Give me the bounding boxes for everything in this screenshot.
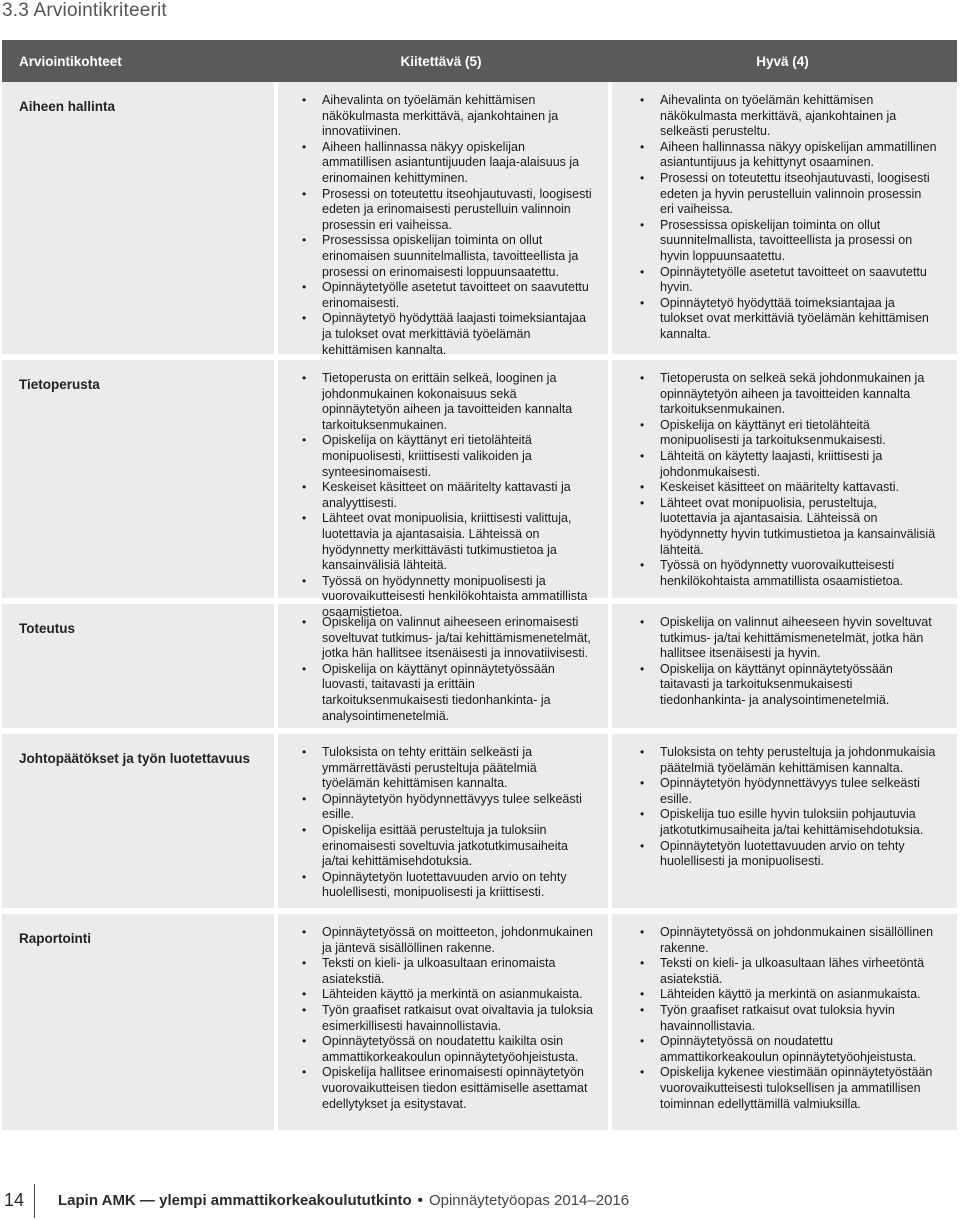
- good-cell: [608, 82, 957, 354]
- list-item: • Opinnäytetyö hyödyttää toimeksiantajaa ja tulokset ovat merkittäviä työelämän kehittämisen kannalta.: [638, 296, 937, 343]
- list-item: • Opinnäytetyö hyödyttää laajasti toimeksiantajaa ja tulokset ovat merkittäviä työelämän kehittämisen kannalta.: [300, 311, 594, 358]
- criterion-label: Johtopäätökset ja työn luotettavuus: [19, 751, 251, 766]
- good-cell: [608, 360, 957, 598]
- list-item: • Opiskelija tuo esille hyvin tuloksiin pohjautuvia jatkotutkimusaiheita ja/tai kehittämisehdotuksia.: [638, 807, 937, 838]
- footer-divider: [34, 1184, 35, 1218]
- footer-guide-title: Opinnäytetyöopas 2014–2016: [428, 1192, 630, 1209]
- header-good: Hyvä (4): [756, 53, 809, 69]
- list-item: • Lähteiden käyttö ja merkintä on asianmukaista.: [300, 987, 594, 1003]
- list-item: • Opinnäytetyössä on moitteeton, johdonmukainen ja jäntevä sisällöllinen rakenne.: [300, 925, 594, 956]
- excellent-cell: [274, 914, 608, 1130]
- list-item: • Opinnäytetyön luotettavuuden arvio on tehty huolellisesti, monipuolisesti ja kriittisesti.: [300, 870, 594, 901]
- list-item: • Keskeiset käsitteet on määritelty kattavasti ja analyyttisesti.: [300, 480, 594, 511]
- list-item: • Tuloksista on tehty perusteltuja ja johdonmukaisia päätelmiä työelämän kehittämisen kannalta.: [638, 745, 937, 776]
- list-item: • Opiskelija on käyttänyt eri tietolähteitä monipuolisesti, kriittisesti valikoiden ja synteesinomaisesti.: [300, 433, 594, 480]
- header-criterion: Arviointikohteet: [19, 53, 122, 69]
- list-item: • Opinnäytetyölle asetetut tavoitteet on saavutettu hyvin.: [638, 265, 937, 296]
- list-item: • Opinnäytetyössä on johdonmukainen sisällöllinen rakenne.: [638, 925, 937, 956]
- list-item: • Tietoperusta on selkeä sekä johdonmukainen ja opinnäytetyön aiheen ja tavoitteiden kannalta tarkoituksenmukainen.: [638, 371, 937, 418]
- criterion-label: Tietoperusta: [19, 377, 100, 392]
- list-item: • Lähteitä on käytetty laajasti, kriittisesti ja johdonmukaisesti.: [638, 449, 937, 480]
- list-item: • Lähteet ovat monipuolisia, perusteltuja, luotettavia ja ajantasaisia. Lähteissä on hyödynnetty hyvin tutkimustietoa ja kansainvälisiä lähteitä.: [638, 496, 937, 558]
- table-row: [2, 734, 957, 914]
- footer-separator: •: [417, 1192, 423, 1209]
- list-item: • Tuloksista on tehty erittäin selkeästi ja ymmärrettävästi perusteltuja päätelmiä työelämän kehittämisen kannalta.: [300, 745, 594, 792]
- list-item: • Prosessissa opiskelijan toiminta on ollut erinomaisen suunnitelmallista, tavoitteellista ja prosessi on erinomaisesti loppuunsaatettu.: [300, 233, 594, 280]
- criterion-label: Raportointi: [19, 931, 91, 946]
- footer-brand-text: Lapin AMK — ylempi ammattikorkeakoulututkinto: [58, 1192, 412, 1209]
- list-item: • Opinnäytetyölle asetetut tavoitteet on saavutettu erinomaisesti.: [300, 280, 594, 311]
- good-cell: [608, 914, 957, 1130]
- list-item: • Opiskelija kykenee viestimään opinnäytetyöstään vuorovaikutteisesti tuloksellisen ja ammatillisen toiminnan edellyttämillä valmiuksilla.: [638, 1065, 937, 1112]
- good-cell: [608, 604, 957, 728]
- list-item: • Opiskelija hallitsee erinomaisesti opinnäytetyön vuorovaikutteisen tiedon esittämiselle asettamat edellytykset ja esitystavat.: [300, 1065, 594, 1112]
- table-row: [2, 82, 957, 360]
- footer-brand: [58, 1192, 629, 1209]
- excellent-cell: [274, 604, 608, 728]
- list-item: • Opiskelija on valinnut aiheeseen erinomaisesti soveltuvat tutkimus- ja/tai kehittämismenetelmät, jotka hän hallitsee itsenäisesti ja innovatiivisesti.: [300, 615, 594, 662]
- criterion-label: Toteutus: [19, 621, 75, 636]
- list-item: • Opinnäytetyön hyödynnettävyys tulee selkeästi esille.: [638, 776, 937, 807]
- list-item: • Työssä on hyödynnetty vuorovaikutteisesti henkilökohtaista ammatillista osaamistietoa.: [638, 558, 937, 589]
- list-item: • Opinnäytetyössä on noudatettu kaikilta osin ammattikorkeakoulun opinnäytetyöohjeistusta.: [300, 1034, 594, 1065]
- table-row: [2, 604, 957, 734]
- list-item: • Prosessissa opiskelijan toiminta on ollut suunnitelmallista, tavoitteellista ja prosessi on hyvin loppuunsaatettu.: [638, 218, 937, 265]
- criteria-table: [2, 40, 957, 1136]
- list-item: • Opinnäytetyössä on noudatettu ammattikorkeakoulun opinnäytetyöohjeistusta.: [638, 1034, 937, 1065]
- page-title: 3.3 Arviointikriteerit: [2, 0, 167, 21]
- list-item: • Teksti on kieli- ja ulkoasultaan lähes virheetöntä asiatekstiä.: [638, 956, 937, 987]
- criterion-label: Aiheen hallinta: [19, 99, 116, 114]
- list-item: • Prosessi on toteutettu itseohjautuvasti, loogisesti edeten ja hyvin perustelluin valinnoin prosessin eri vaiheissa.: [638, 171, 937, 218]
- list-item: • Lähteiden käyttö ja merkintä on asianmukaista.: [638, 987, 937, 1003]
- list-item: • Opiskelija on käyttänyt opinnäytetyössään luovasti, taitavasti ja erittäin tarkoituksenmukaisesti tiedonhankinta- ja analysointimenetelmiä.: [300, 662, 594, 724]
- table-row: [2, 360, 957, 619]
- list-item: • Aihevalinta on työelämän kehittämisen näkökulmasta merkittävä, ajankohtainen ja innovatiivinen.: [300, 93, 594, 140]
- list-item: • Työn graafiset ratkaisut ovat tuloksia hyvin havainnollistavia.: [638, 1003, 937, 1034]
- excellent-cell: [274, 82, 608, 357]
- list-item: • Opiskelija on valinnut aiheeseen hyvin soveltuvat tutkimus- ja/tai kehittämismenetelmät, jotka hän hallitsee itsenäisesti ja hyvin.: [638, 615, 937, 662]
- list-item: • Opinnäytetyön luotettavuuden arvio on tehty huolellisesti ja monipuolisesti.: [638, 839, 937, 870]
- header-excellent: Kiitettävä (5): [400, 53, 482, 69]
- list-item: • Aihevalinta on työelämän kehittämisen näkökulmasta merkittävä, ajankohtainen ja selkeästi perusteltu.: [638, 93, 937, 140]
- list-item: • Keskeiset käsitteet on määritelty kattavasti.: [638, 480, 937, 496]
- page-number: 14: [4, 1190, 25, 1210]
- list-item: • Lähteet ovat monipuolisia, kriittisesti valittuja, luotettavia ja ajantasaisia. Lähteissä on hyödynnetty merkittävästi tutkimustietoa ja kansainvälisiä lähteitä.: [300, 511, 594, 573]
- list-item: • Opiskelija esittää perusteltuja ja tuloksiin erinomaisesti soveltuvia jatkotutkimusaiheita ja/tai kehittämisehdotuksia.: [300, 823, 594, 870]
- good-cell: [608, 734, 957, 908]
- list-item: • Työn graafiset ratkaisut ovat oivaltavia ja tuloksia esimerkillisesti havainnollistavia.: [300, 1003, 594, 1034]
- list-item: • Prosessi on toteutettu itseohjautuvasti, loogisesti edeten ja erinomaisesti perustelluin valinnoin prosessin eri vaiheissa.: [300, 187, 594, 234]
- list-item: • Tietoperusta on erittäin selkeä, looginen ja johdonmukainen kokonaisuus sekä opinnäytetyön aiheen ja tavoitteiden kannalta tarkoituksenmukainen.: [300, 371, 594, 433]
- list-item: • Aiheen hallinnassa näkyy opiskelijan ammatillisen asiantuntijuuden laaja-alaisuus ja erinomainen kehittyminen.: [300, 140, 594, 187]
- list-item: • Opiskelija on käyttänyt opinnäytetyössään taitavasti ja tarkoituksenmukaisesti tiedonhankinta- ja analysointimenetelmiä.: [638, 662, 937, 709]
- excellent-cell: [274, 734, 608, 908]
- list-item: • Teksti on kieli- ja ulkoasultaan erinomaista asiatekstiä.: [300, 956, 594, 987]
- list-item: • Opiskelija on käyttänyt eri tietolähteitä monipuolisesti ja tarkoituksenmukaisesti.: [638, 418, 937, 449]
- list-item: • Opinnäytetyön hyödynnettävyys tulee selkeästi esille.: [300, 792, 594, 823]
- excellent-cell: [274, 360, 608, 619]
- list-item: • Aiheen hallinnassa näkyy opiskelijan ammatillinen asiantuntijuus ja kehittynyt osaaminen.: [638, 140, 937, 171]
- table-header: [2, 40, 957, 82]
- table-row: [2, 914, 957, 1136]
- list-item: • Työssä on hyödynnetty monipuolisesti ja vuorovaikutteisesti henkilökohtaista ammatillista osaamistietoa.: [300, 574, 594, 621]
